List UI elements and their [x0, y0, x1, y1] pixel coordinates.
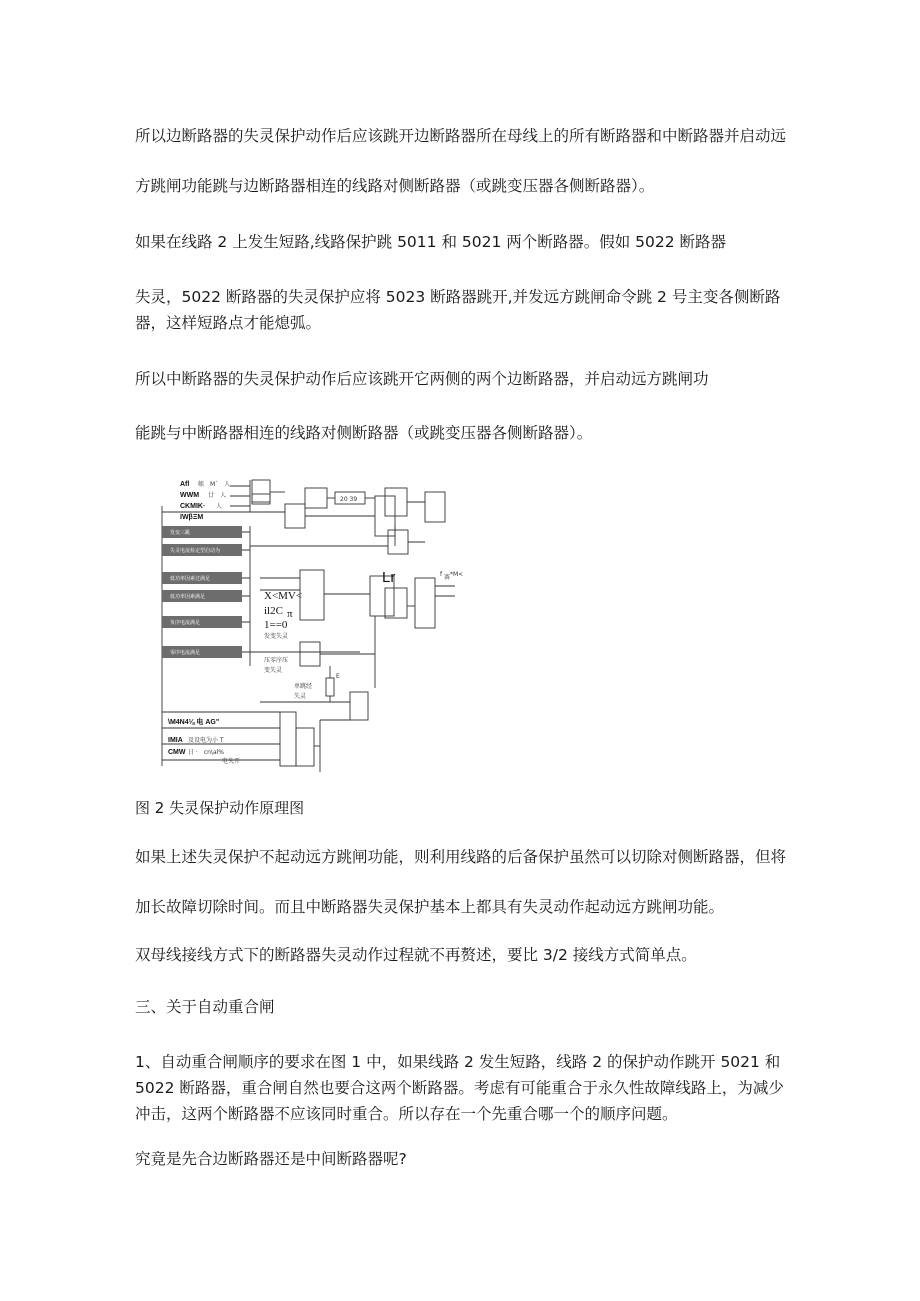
svg-text:廿 人: 廿 人	[202, 492, 227, 499]
paragraph-1: 所以边断路器的失灵保护动作后应该跳开边断路器所在母线上的所有断路器和中断路器并启动远	[135, 127, 787, 145]
svg-text:单跳经: 单跳经	[294, 683, 313, 690]
paragraph-4a: 失灵，5022 断路器的失灵保护应将 5023 断路器跳开,并发远方跳闸命令跳 2 号主变各侧断路	[135, 288, 781, 306]
input-m4n4: \M4N4⅛ 电 AG"	[168, 719, 220, 726]
expr-1: X<MV<	[264, 590, 303, 602]
svg-text:日 · cn\al%: 日 · cn\al%	[188, 749, 224, 756]
out-sub: 赛	[444, 574, 451, 581]
input-imia: IMIA	[168, 737, 183, 744]
svg-text:电失开: 电失开	[222, 758, 241, 765]
svg-text:E: E	[336, 673, 340, 680]
svg-text:蛆 M` 人: 蛆 M` 人	[198, 481, 231, 488]
svg-text:失灵: 失灵	[294, 693, 307, 700]
side-box-5: 负序电流满足	[170, 620, 201, 626]
svg-text:发变失灵: 发变失灵	[264, 633, 289, 640]
paragraph-2: 方跳闸功能跳与边断路器相连的线路对侧断路器（或跳变压器各侧断路器）。	[135, 177, 655, 195]
paragraph-4b: 器，这样短路点才能熄弧。	[135, 314, 322, 332]
paragraph-7: 如果上述失灵保护不起动远方跳闸功能，则利用线路的后备保护虽然可以切除对侧断路器，但将	[135, 848, 787, 866]
side-box-4: 低功率因素满足	[170, 594, 206, 600]
paragraph-3: 如果在线路 2 上发生短路,线路保护跳 5011 和 5021 两个断路器。假如 5022 断路器	[135, 233, 727, 251]
side-box-2: 失灵电流检定型启动为	[170, 548, 221, 554]
input-ckmik: CKMIK·	[180, 503, 206, 510]
svg-text:压零序压: 压零序压	[264, 657, 289, 664]
failure-protection-diagram	[160, 466, 465, 772]
expr-3: 1==0	[264, 619, 288, 631]
paragraph-10a: 1、自动重合闸顺序的要求在图 1 中，如果线路 2 发生短路，线路 2 的保护动作跳开 5021 和	[135, 1053, 781, 1071]
side-box-6: 零序电流满足	[170, 650, 201, 656]
out-label: *M<	[450, 571, 464, 578]
svg-text:及设电为小 T: 及设电为小 T	[188, 737, 224, 744]
input-wwm: WWM	[180, 492, 200, 499]
paragraph-11: 究竟是先合边断路器还是中间断路器呢?	[135, 1150, 407, 1168]
lr-label: Lr	[382, 569, 396, 586]
paragraph-5: 所以中断路器的失灵保护动作后应该跳开它两侧的两个边断路器，并启动远方跳闸功	[135, 370, 709, 388]
svg-text:π: π	[287, 608, 293, 620]
input-cmw: CMW	[168, 749, 186, 756]
side-box-3: 低功率因素过满足	[170, 576, 211, 582]
paragraph-8: 加长故障切除时间。而且中断路器失灵保护基本上都具有失灵动作起动远方跳闸功能。	[135, 898, 725, 916]
paragraph-10c: 冲击，这两个断路器不应该同时重合。所以存在一个先重合哪一个的顺序问题。	[135, 1105, 678, 1123]
section-heading-3: 三、关于自动重合闸	[135, 998, 275, 1016]
out-prefix: f	[440, 571, 443, 578]
paragraph-10b: 5022 断路器，重合闸自然也要合这两个断路器。考虑有可能重合于永久性故障线路上，为减少	[135, 1079, 784, 1097]
paragraph-9: 双母线接线方式下的断路器失灵动作过程就不再赘述，要比 3/2 接线方式简单点。	[135, 946, 697, 964]
svg-text:人: 人	[210, 503, 223, 510]
figure-caption: 图 2 失灵保护动作原理图	[135, 799, 305, 817]
input-afl: Afl	[180, 481, 190, 488]
paragraph-6: 能跳与中断路器相连的线路对侧断路器（或跳变压器各侧断路器）。	[135, 424, 593, 442]
side-box-1: 发变三跳	[170, 530, 191, 536]
input-iwbem: IWβΞM	[180, 514, 204, 521]
expr-2: il2C	[264, 605, 283, 617]
timer-label: 20 39	[340, 496, 358, 503]
svg-text:变失灵: 变失灵	[264, 667, 283, 674]
